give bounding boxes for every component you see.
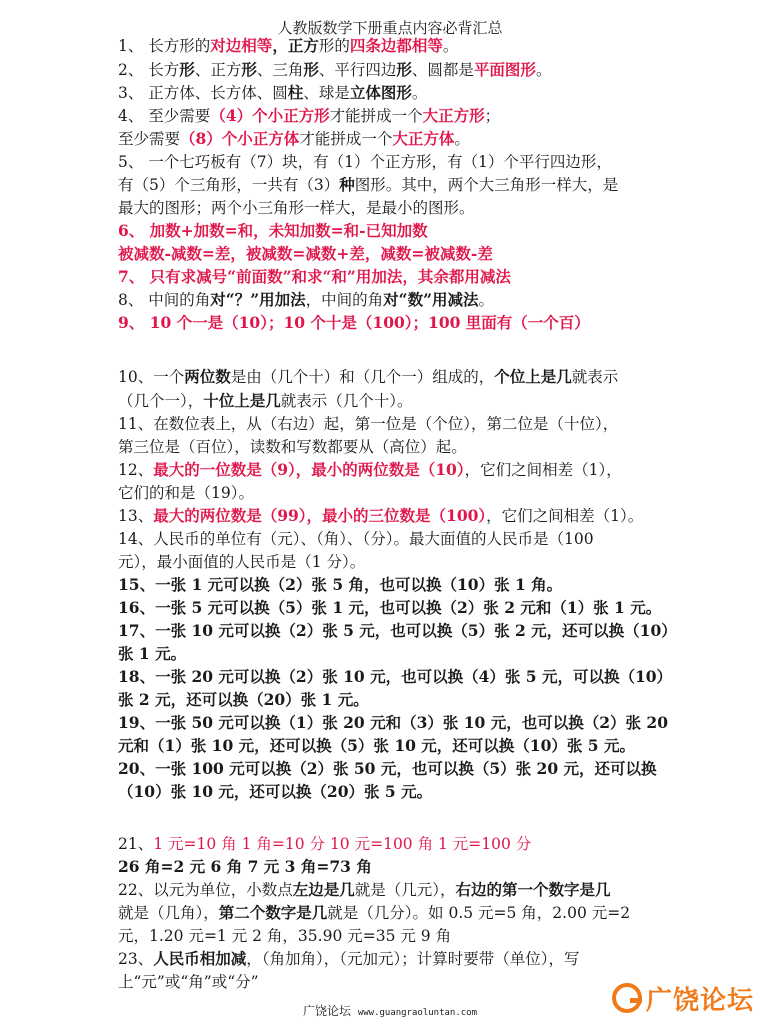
text-segment: 柱 bbox=[287, 83, 304, 102]
text-segment: 18、一张 20 元可以换（2）张 10 元，也可以换（4）张 5 元，可以换（10） bbox=[118, 667, 673, 686]
text-segment: 最大的一位数是（9），最小的两位数是（10） bbox=[153, 460, 465, 479]
text-line bbox=[118, 713, 768, 733]
text-segment: 3、 正方体、长方体、圆 bbox=[118, 84, 288, 102]
text-segment: 。 bbox=[454, 130, 470, 148]
text-segment: 、三角 bbox=[256, 61, 304, 79]
text-segment: 就表示（几个十）。 bbox=[280, 392, 413, 410]
text-segment: 元，1.20 元=1 元 2 角，35.90 元=35 元 9 角 bbox=[118, 927, 452, 945]
text-segment: 23、 bbox=[118, 950, 154, 968]
text-line bbox=[118, 834, 768, 854]
text-line bbox=[118, 926, 768, 946]
text-segment: 形 bbox=[396, 60, 412, 79]
text-segment: 就是（几元）， bbox=[354, 881, 456, 899]
text-segment: 第三位是（百位），读数和写数都要从（高位）起。 bbox=[118, 438, 467, 456]
text-segment: 个位上是几 bbox=[494, 367, 572, 386]
text-segment: 11、在数位表上，从（右边）起，第一位是（个位），第二位是（十位）， bbox=[118, 415, 619, 433]
text-line bbox=[118, 575, 768, 595]
text-segment: ，它们之间相差（1）。 bbox=[486, 507, 644, 525]
text-segment: 、圆都是 bbox=[411, 61, 474, 79]
text-segment: 元），最小面值的人民币是（1 分）。 bbox=[118, 553, 366, 571]
text-segment: （10）张 10 元，还可以换（20）张 5 元。 bbox=[118, 782, 433, 801]
text-line bbox=[118, 83, 768, 103]
text-line bbox=[118, 198, 768, 218]
text-segment: 。 bbox=[478, 291, 495, 309]
text-line bbox=[118, 690, 768, 710]
footer-url[interactable]: www.guangraoluntan.com bbox=[357, 1008, 478, 1018]
text-line bbox=[118, 506, 768, 526]
text-segment: 它们的和是（19）。 bbox=[118, 484, 254, 502]
text-segment: 元和（1）张 10 元，还可以换（5）张 10 元，还可以换（10）张 5 元。 bbox=[118, 736, 635, 755]
text-segment: 是由（几个十）和（几个一）组成的， bbox=[230, 368, 495, 386]
text-segment: 、平行四边 bbox=[318, 61, 397, 79]
text-segment: 12、 bbox=[118, 461, 154, 479]
text-line bbox=[118, 391, 768, 411]
text-segment: 有（5）个三角形，一共有（3） bbox=[118, 176, 340, 194]
text-segment: 。 bbox=[442, 37, 459, 55]
text-segment: 17、一张 10 元可以换（2）张 5 元，也可以换（5）张 2 元，还可以换（10） bbox=[118, 621, 677, 640]
text-segment: 21、 bbox=[118, 835, 154, 853]
text-line bbox=[118, 903, 768, 923]
text-segment: 大正方形 bbox=[422, 106, 485, 125]
text-line bbox=[118, 290, 768, 310]
text-segment: 就是（几角）， bbox=[118, 904, 219, 922]
text-line bbox=[118, 460, 768, 480]
text-segment: 图形。其中，两个大三角形一样大，是 bbox=[354, 176, 619, 194]
text-segment: （8）个小正方体 bbox=[180, 129, 300, 148]
text-line bbox=[118, 667, 768, 687]
text-segment: 形 bbox=[179, 60, 195, 79]
text-segment: 对“？”用加法 bbox=[210, 290, 306, 309]
text-segment: 4、 至少需要 bbox=[118, 107, 211, 125]
text-segment: 就是（几分）。如 0.5 元=5 角，2.00 元=2 bbox=[327, 904, 631, 922]
text-segment: 13、 bbox=[118, 507, 154, 525]
text-segment: 20、一张 100 元可以换（2）张 50 元，也可以换（5）张 20 元，还可以换 bbox=[118, 759, 657, 778]
text-line bbox=[118, 175, 768, 195]
text-segment: 对边相等 bbox=[210, 36, 273, 55]
text-line bbox=[118, 244, 768, 264]
text-segment: 1、 长方形的 bbox=[118, 37, 211, 55]
text-segment: （4）个小正方形 bbox=[210, 106, 330, 125]
text-segment: 16、一张 5 元可以换（5）张 1 元，也可以换（2）张 2 元和（1）张 1 元。 bbox=[118, 598, 662, 617]
text-segment: 被减数-减数=差，被减数=减数+差，减数=被减数-差 bbox=[118, 244, 493, 263]
text-segment: 形 bbox=[241, 60, 257, 79]
text-segment: 右边的第一个数字是几 bbox=[455, 880, 611, 899]
text-segment: 左边是几 bbox=[292, 880, 355, 899]
text-segment: 大正方体 bbox=[392, 129, 455, 148]
text-segment: 、球是 bbox=[303, 84, 350, 102]
text-line bbox=[118, 437, 768, 457]
text-segment: 5、 一个七巧板有（7）块，有（1）个正方形，有（1）个平行四边形， bbox=[118, 153, 612, 171]
text-segment: ，它们之间相差（1）， bbox=[464, 461, 622, 479]
text-segment: 19、一张 50 元可以换（1）张 20 元和（3）张 10 元，也可以换（2）张 20 bbox=[118, 713, 668, 732]
text-line bbox=[118, 367, 768, 387]
text-segment: 26 角=2 元 6 角 7 元 3 角=73 角 bbox=[118, 857, 372, 876]
footer bbox=[0, 1003, 780, 1021]
text-line bbox=[118, 129, 768, 149]
text-line bbox=[118, 221, 768, 241]
text-segment: 。 bbox=[535, 61, 552, 79]
text-segment: ，（角加角），（元加元）；计算时要带（单位），写 bbox=[246, 950, 580, 968]
text-segment: 种 bbox=[339, 175, 355, 194]
text-segment: 张 1 元。 bbox=[118, 644, 187, 663]
text-segment: 1 元=10 角 1 角=10 分 10 元=100 角 1 元=100 分 bbox=[153, 835, 532, 853]
page-title: 人教版数学下册重点内容必背汇总 bbox=[277, 19, 503, 37]
text-segment: 对“数”用减法 bbox=[383, 290, 479, 309]
text-line bbox=[118, 880, 768, 900]
text-line bbox=[118, 313, 768, 333]
text-segment: 两位数 bbox=[184, 367, 231, 386]
text-segment: 。 bbox=[411, 84, 428, 102]
text-segment: 最大的图形；两个小三角形一样大，是最小的图形。 bbox=[118, 199, 475, 217]
text-segment: 14、人民币的单位有（元）、（角）、（分）。最大面值的人民币是（100 bbox=[118, 530, 594, 548]
text-segment: ，正方 bbox=[272, 36, 319, 55]
text-segment: 立体图形 bbox=[349, 83, 412, 102]
text-segment: 张 2 元，还可以换（20）张 1 元。 bbox=[118, 690, 369, 709]
text-segment: （几个一）， bbox=[118, 392, 204, 410]
text-line bbox=[118, 759, 768, 779]
footer-label: 广饶论坛 bbox=[302, 1004, 351, 1018]
logo-text: 广饶论坛 bbox=[646, 985, 755, 1016]
text-segment: 形的 bbox=[318, 37, 350, 55]
text-segment: 才能拼成一个 bbox=[329, 107, 423, 125]
text-line bbox=[118, 483, 768, 503]
text-segment: 形 bbox=[303, 60, 319, 79]
text-line bbox=[118, 152, 768, 172]
text-line bbox=[118, 949, 768, 969]
text-segment: 6、 加数+加数=和，未知加数=和-已知加数 bbox=[118, 221, 428, 240]
text-segment: 10、一个 bbox=[118, 368, 185, 386]
text-segment: 平面图形 bbox=[473, 60, 536, 79]
text-line bbox=[118, 36, 768, 56]
text-line bbox=[118, 60, 768, 80]
text-segment: 、正方 bbox=[194, 61, 242, 79]
text-segment: 最大的两位数是（99），最小的三位数是（100） bbox=[153, 506, 487, 525]
text-segment: 才能拼成一个 bbox=[299, 130, 393, 148]
text-segment: 上“元”或“角”或“分” bbox=[118, 973, 259, 991]
text-segment: 15、一张 1 元可以换（2）张 5 角，也可以换（10）张 1 角。 bbox=[118, 575, 563, 594]
text-line bbox=[118, 644, 768, 664]
text-line bbox=[118, 106, 768, 126]
text-line bbox=[118, 529, 768, 549]
text-segment: 四条边都相等 bbox=[349, 36, 443, 55]
text-line bbox=[118, 782, 768, 802]
text-line bbox=[118, 414, 768, 434]
text-line bbox=[118, 598, 768, 618]
text-segment: 十位上是几 bbox=[203, 391, 281, 410]
text-segment: 7、 只有求减号“前面数”和求“和”用加法，其余都用减法 bbox=[118, 267, 511, 286]
text-segment: ； bbox=[484, 107, 501, 125]
text-segment: 第二个数字是几 bbox=[218, 903, 328, 922]
text-segment: 22、以元为单位，小数点 bbox=[118, 881, 293, 899]
text-line bbox=[118, 552, 768, 572]
text-line bbox=[118, 621, 768, 641]
text-segment: 9、 10 个一是（10）；10 个十是（100）；100 里面有（一个百） bbox=[118, 313, 590, 332]
text-segment: 就表示 bbox=[571, 368, 619, 386]
text-segment: 8、 中间的角 bbox=[118, 291, 211, 309]
text-segment: 至少需要 bbox=[118, 130, 181, 148]
text-segment: 人民币相加减 bbox=[153, 949, 247, 968]
text-segment: ，中间的角 bbox=[305, 291, 384, 309]
text-line bbox=[118, 736, 768, 756]
text-line bbox=[118, 857, 768, 877]
text-segment: 2、 长方 bbox=[118, 61, 180, 79]
text-line bbox=[118, 267, 768, 287]
